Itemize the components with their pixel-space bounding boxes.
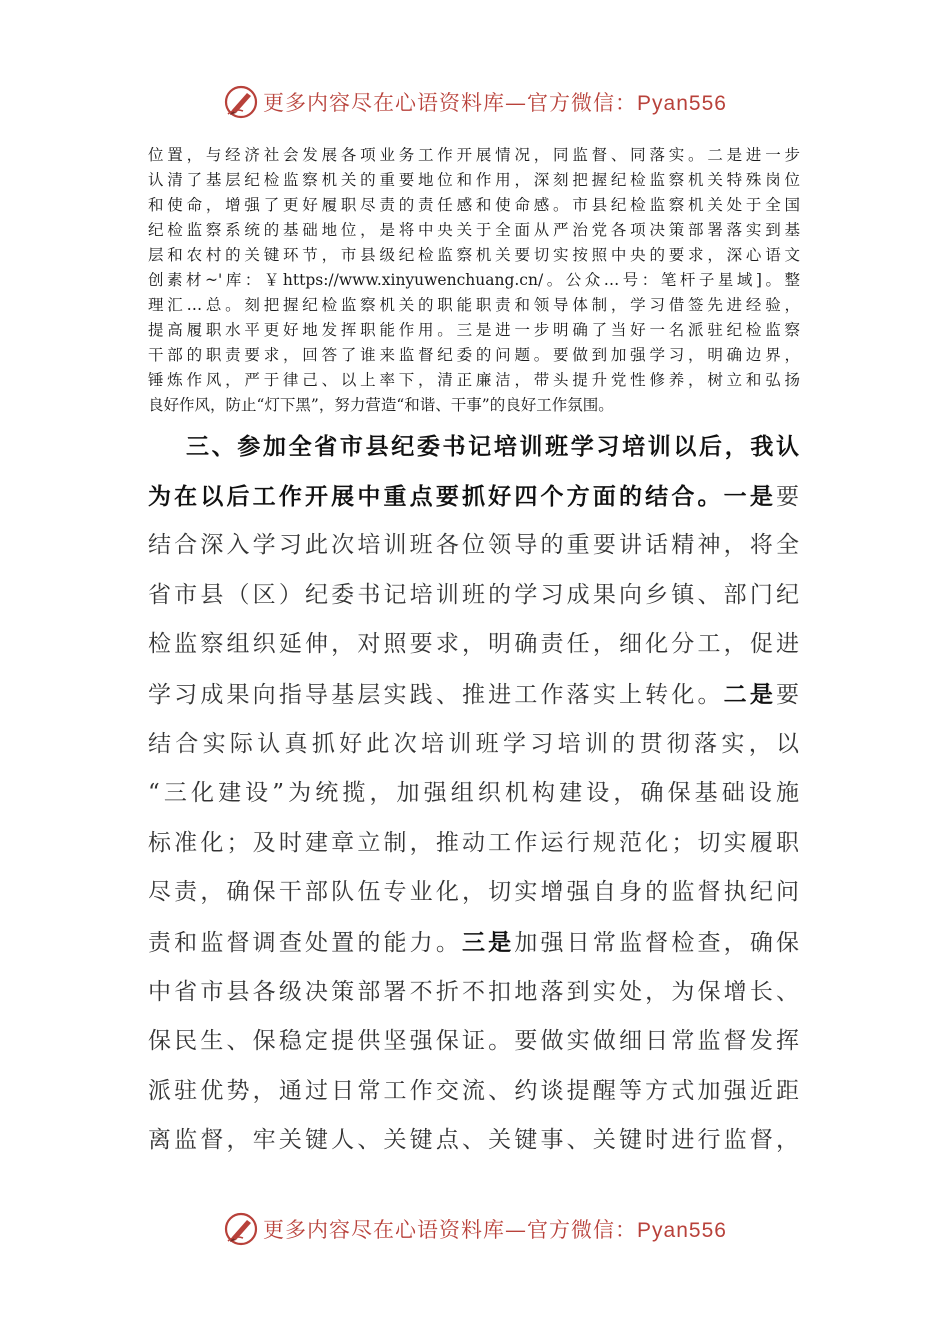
text-line: 保民生、保稳定提供坚强保证。要做实做细日常监督发挥 (148, 1028, 800, 1055)
text-line: 学习成果向指导基层实践、推进工作落实上转化。二是要 (148, 680, 800, 708)
text-line: 中省市县各级决策部署不折不扣地落到实处，为保增长、 (148, 978, 800, 1005)
text-line: 认清了基层纪检监察机关的重要地位和作用，深刻把握纪检监察机关特殊岗位 (148, 171, 800, 189)
text-line: 责和监督调查处置的能力。三是加强日常监督检查，确保 (148, 928, 800, 956)
pen-logo-icon (223, 84, 259, 120)
pen-logo-icon (223, 1211, 259, 1247)
footer-watermark-text: 更多内容尽在心语资料库—官方微信：Pyan556 (263, 1218, 727, 1242)
text-line: 结合深入学习此次培训班各位领导的重要讲话精神，将全 (148, 532, 800, 559)
header-watermark-text: 更多内容尽在心语资料库—官方微信：Pyan556 (263, 91, 727, 115)
text-line: 省市县（区）纪委书记培训班的学习成果向乡镇、部门纪 (148, 581, 800, 608)
text-line: “三化建设”为统揽，加强组织机构建设，确保基础设施 (148, 780, 800, 807)
header-watermark-banner (0, 80, 950, 124)
text-line: 检监察组织延伸，对照要求，明确责任，细化分工，促进 (148, 631, 800, 658)
text-line: 结合实际认真抓好此次培训班学习培训的贯彻落实，以 (148, 730, 800, 757)
text-line: 创素材~'库：￥https://www.xinyuwenchuang.cn/。公众…号：笔杆子星域]。整 (148, 271, 800, 289)
text-line: 标准化；及时建章立制，推动工作运行规范化；切实履职 (148, 829, 800, 856)
small-print-paragraph (148, 143, 800, 418)
section-heading-line: 为在以后工作开展中重点要抓好四个方面的结合。一是要 (148, 482, 800, 510)
text-line: 理汇…总。刻把握纪检监察机关的职能职责和领导体制，学习借签先进经验， (148, 296, 800, 314)
text-line: 锤炼作风，严于律己、以上率下，清正廉洁，带头提升党性修养，树立和弘扬 (148, 371, 800, 389)
text-line: 位置，与经济社会发展各项业务工作开展情况，同监督、同落实。二是进一步 (148, 146, 800, 164)
text-line: 尽责，确保干部队伍专业化，切实增强自身的监督执纪问 (148, 879, 800, 906)
text-line: 层和农村的关键环节，市县级纪检监察机关要切实按照中央的要求，深心语文 (148, 246, 800, 264)
text-line: 派驻优势，通过日常工作交流、约谈提醒等方式加强近距 (148, 1077, 800, 1104)
text-line: 干部的职责要求，回答了谁来监督纪委的问题。要做到加强学习，明确边界， (148, 346, 800, 364)
text-line: 提高履职水平更好地发挥职能作用。三是进一步明确了当好一名派驻纪检监察 (148, 321, 800, 339)
text-line: 和使命，增强了更好履职尽责的责任感和使命感。市县纪检监察机关处于全国 (148, 196, 800, 214)
main-paragraph (148, 422, 800, 1166)
text-line: 纪检监察系统的基础地位，是将中央关于全面从严治党各项决策部署落实到基 (148, 221, 800, 239)
text-line: 良好作风，防止“灯下黑”，努力营造“和谐、干事”的良好工作氛围。 (148, 396, 614, 414)
section-heading-line: 三、参加全省市县纪委书记培训班学习培训以后，我认 (186, 433, 800, 460)
footer-watermark-banner (0, 1207, 950, 1251)
text-line: 离监督，牢关键人、关键点、关键事、关键时进行监督， (148, 1127, 800, 1154)
